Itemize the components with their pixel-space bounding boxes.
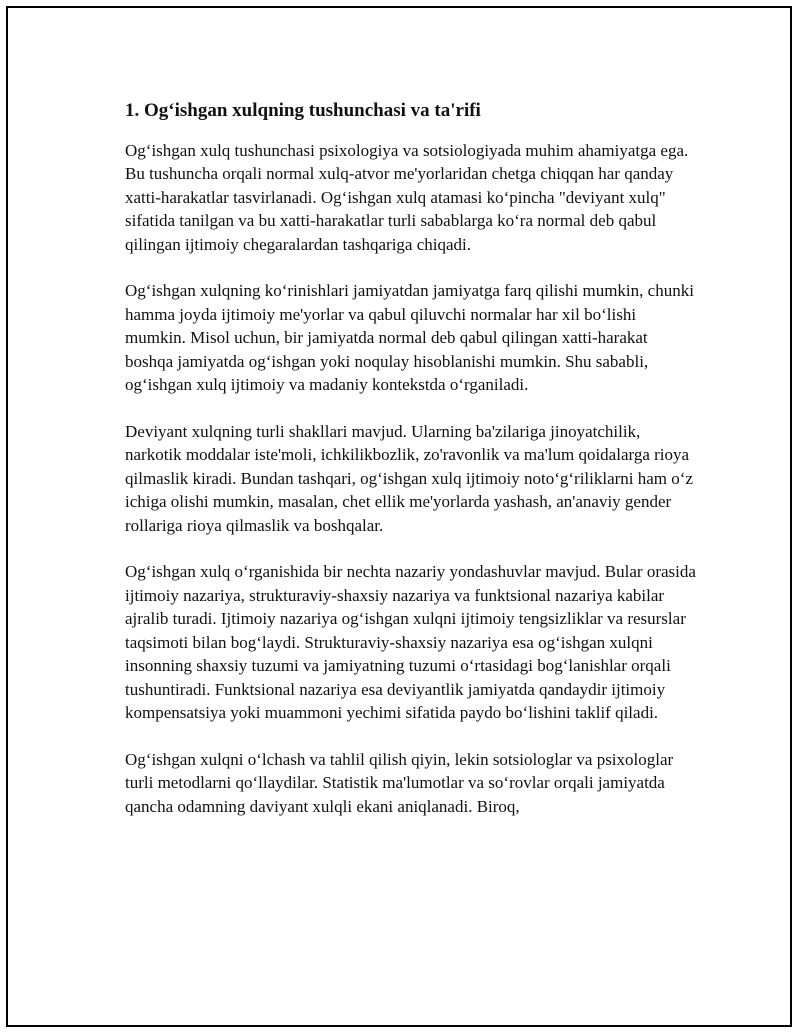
paragraph-1: Og‘ishgan xulq tushunchasi psixologiya va sotsiologiyada muhim ahamiyatga ega. Bu tushuncha orqali normal xulq-atvor me'yorlaridan chetga chiqqan har qanday xatti-harakatlar tasvirlanadi. Og‘ishgan xulq atamasi ko‘pincha "deviyant xulq" sifatida tanilgan va bu xatti-harakatlar turli sabablarga ko‘ra normal deb qabul qilingan ijtimoiy chegaralardan tashqariga chiqadi.	[125, 140, 689, 254]
paragraph-5: Og‘ishgan xulqni o‘lchash va tahlil qilish qiyin, lekin sotsiologlar va psixologlar turli metodlarni qo‘llaydilar. Statistik ma'lumotlar va so‘rovlar orqali jamiyatda qancha odamning daviyant xulqli ekani aniqlanadi. Biroq,	[125, 749, 674, 816]
document-body	[125, 100, 700, 818]
paragraph-2: Og‘ishgan xulqning ko‘rinishlari jamiyatdan jamiyatga farq qilishi mumkin, chunki hamma joyda ijtimoiy me'yorlar va qabul qiluvchi normalar har xil bo‘lishi mumkin. Misol uchun, bir jamiyatda normal deb qabul qilingan xatti-harakat boshqa jamiyatda og‘ishgan yoki noqulay hisoblanishi mumkin. Shu sababli, og‘ishgan xulq ijtimoiy va madaniy kontekstda o‘rganiladi.	[125, 281, 694, 395]
paragraph-3: Deviyant xulqning turli shakllari mavjud. Ularning ba'zilariga jinoyatchilik, narkotik moddalar iste'moli, ichkilikbozlik, zo'ravonlik va ma'lum qoidalarga rioya qilmaslik kiradi. Bundan tashqari, og‘ishgan xulq ijtimoiy noto‘g‘riliklarni ham o‘z ichiga olishi mumkin, masalan, chet ellik me'yorlarda yashash, an'anaviy gender rollariga rioya qilmaslik va boshqalar.	[125, 421, 693, 535]
paragraph-4: Og‘ishgan xulq o‘rganishida bir nechta nazariy yondashuvlar mavjud. Bular orasida ijtimoiy nazariya, strukturaviy-shaxsiy nazariya va funktsional nazariya kabilar ajralib turadi. Ijtimoiy nazariya og‘ishgan xulqni ijtimoiy tengsizliklar va resurslar taqsimoti bilan bog‘laydi. Strukturaviy-shaxsiy nazariya esa og‘ishgan xulqni insonning shaxsiy tuzumi va jamiyatning tuzumi o‘rtasidagi bog‘lanishlar orqali tushuntiradi. Funktsional nazariya esa deviyantlik jamiyatda qandaydir ijtimoiy kompensatsiya yoki muammoni yechimi sifatida paydo bo‘lishini taklif qiladi.	[125, 562, 696, 723]
section-title: 1. Og‘ishgan xulqning tushunchasi va ta'rifi	[125, 100, 481, 121]
page-frame	[6, 6, 792, 1027]
